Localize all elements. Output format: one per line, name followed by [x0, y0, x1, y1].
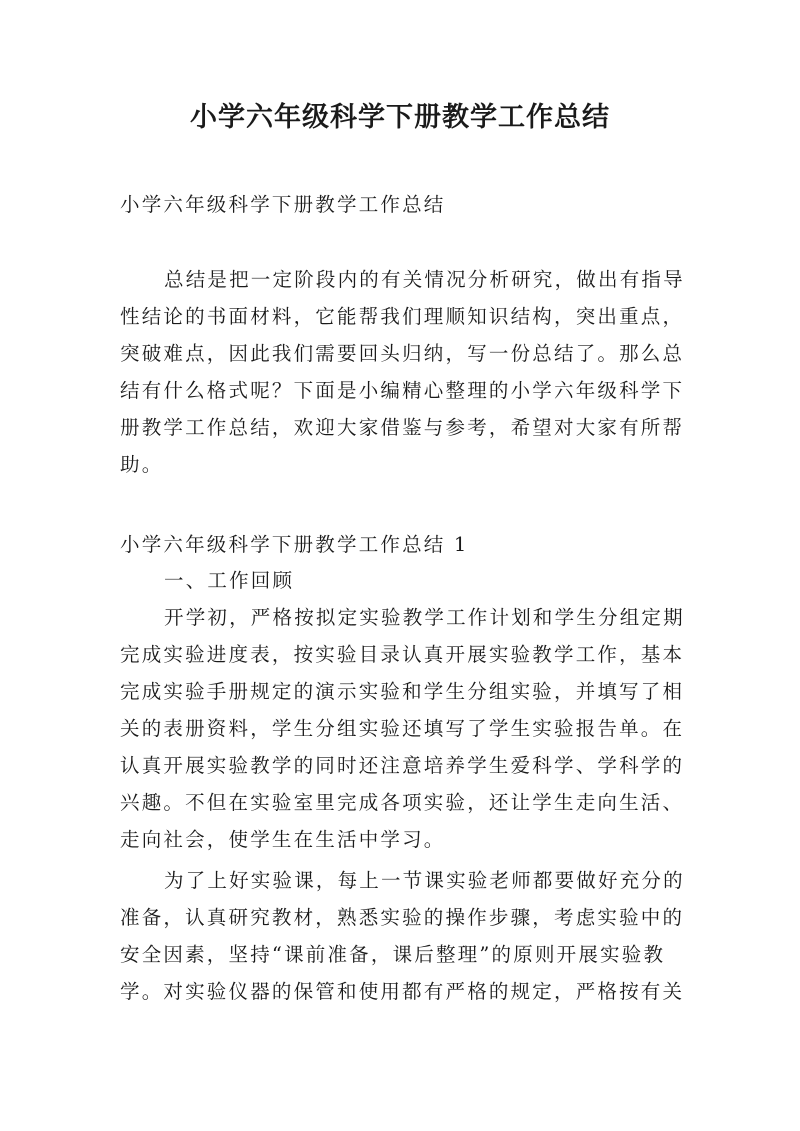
document-subtitle: 小学六年级科学下册教学工作总结 — [120, 193, 446, 216]
intro-paragraph: 总结是把一定阶段内的有关情况分析研究，做出有指导性结论的书面材料，它能帮我们理顺知识结构，突出重点，突破难点，因此我们需要回头归纳，写一份总结了。那么总结有什么格式呢？下面是小编精心整理的小学六年级科学下册教学工作总结，欢迎大家借鉴与参考，希望对大家有所帮助。 — [120, 268, 685, 476]
document-title: 小学六年级科学下册教学工作总结 — [190, 102, 610, 133]
section-title: 小学六年级科学下册教学工作总结 1 — [120, 533, 469, 556]
body-paragraph: 为了上好实验课，每上一节课实验老师都要做好充分的准备，认真研究教材，熟悉实验的操作步骤，考虑实验中的安全因素，坚持“课前准备，课后整理”的原则开展实验教学。对实验仪器的保管和使用都有严格的规定，严格按有关 — [120, 869, 685, 1003]
section-heading: 一、工作回顾 — [164, 569, 295, 592]
body-paragraph: 开学初，严格按拟定实验教学工作计划和学生分组定期完成实验进度表，按实验目录认真开展实验教学工作，基本完成实验手册规定的演示实验和学生分组实验，并填写了相关的表册资料，学生分组实验还填写了学生实验报告单。在认真开展实验教学的同时还注意培养学生爱科学、学科学的兴趣。不但在实验室里完成各项实验，还让学生走向生活、走向社会，使学生在生活中学习。 — [120, 606, 685, 851]
